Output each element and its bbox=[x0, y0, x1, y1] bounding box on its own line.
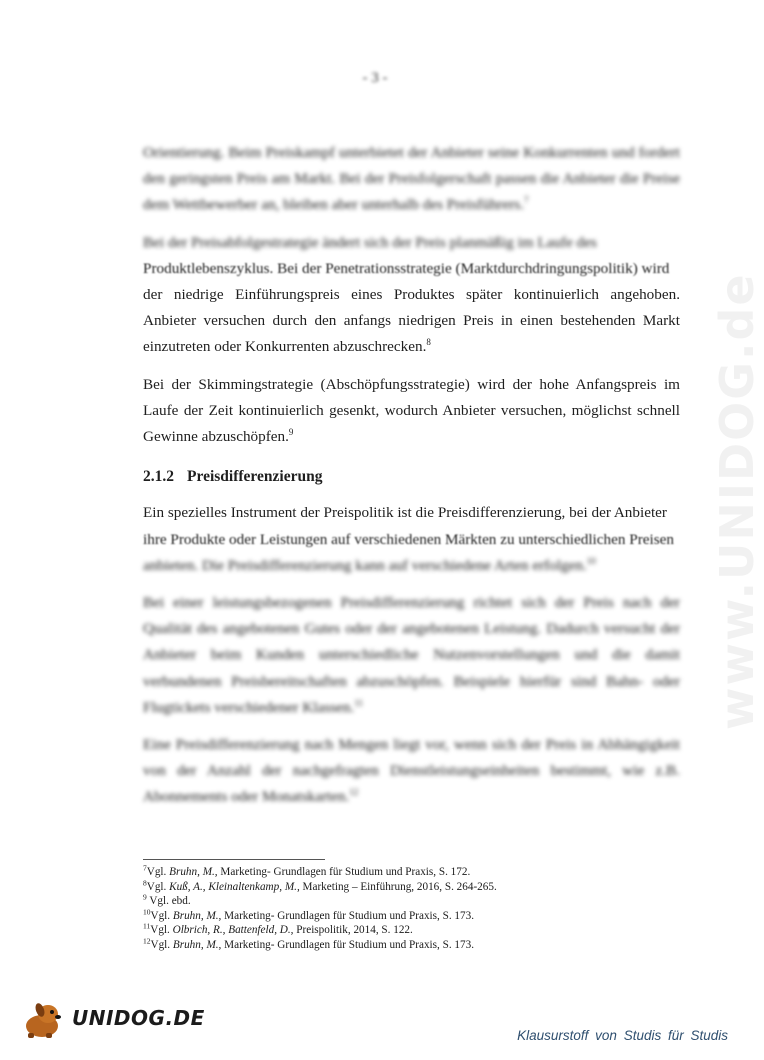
dog-mascot-icon bbox=[18, 1000, 70, 1040]
footnote-item: $^7$Vgl. Bruhn, M., Marketing- Grundlagen für Studium und Praxis, S. 172. bbox=[143, 863, 471, 878]
paragraph-5: Bei einer leistungsbezogenen Preisdifferenzierung richtet sich der Preis nach der Qualität des angebotenen Gutes oder der angebotenen Leistung. Dadurch versucht der Anbieter beim Kunden unterschiedliche Nutzenvorstellungen und die damit verbundenen Preisbereitschaften abzuschöpfen. Beispiele hierfür sind Bahn- oder Flugtickets verschiedener Klassen.$^{11}$ bbox=[143, 594, 680, 716]
footnote-ref: 11 bbox=[354, 697, 363, 708]
footnote-ref: 9 bbox=[288, 426, 294, 437]
paragraph-1: Orientierung. Beim Preiskampf unterbietet der Anbieter seine Konkurrenten und fordert den geringsten Preis am Markt. Bei der Preisfolgerschaft passen die Anbieter die Preise dem Wettbewerber an, bleiben aber unterhalb des Preisführers.$^7$ bbox=[143, 144, 680, 214]
footnote-ref: 10 bbox=[586, 555, 596, 566]
page-number: - 3 - bbox=[362, 70, 388, 86]
section-heading bbox=[143, 464, 680, 490]
paragraph-2: Bei der Preisabfolgestrategie ändert sich der Preis planmäßig im Laufe des Produktlebenszyklus. Bei der Penetrationsstrategie (Marktdurchdringungspolitik) wird der niedrige Einführungspreis eines Produktes später kontinuierlich angehoben. Anbieter versuchen durch den anfangs niedrigen Preis in einen bestehenden Markt einzutreten oder Konkurrenten abzuschrecken.$^8$ bbox=[143, 233, 680, 356]
paragraph-3: Bei der Skimmingstrategie (Abschöpfungsstrategie) wird der hohe Anfangspreis im Laufe der Zeit kontinuierlich gesenkt, wodurch Anbieter versuchen, möglichst schnell Gewinne abzuschöpfen.$^9$ bbox=[143, 375, 680, 446]
unidog-logo[interactable] bbox=[18, 1000, 205, 1040]
logo-text: UNIDOG.DE bbox=[72, 1006, 205, 1030]
section-number: 2.1.2 bbox=[143, 468, 174, 486]
footnote-item: $^{11}$Vgl. Olbrich, R., Battenfeld, D., Preispolitik, 2014, S. 122. bbox=[143, 921, 413, 937]
section-title: Preisdifferenzierung bbox=[187, 468, 323, 486]
footnotes bbox=[143, 865, 683, 953]
footnote-item: $^{10}$Vgl. Bruhn, M., Marketing- Grundlagen für Studium und Praxis, S. 173. bbox=[143, 907, 474, 922]
footnote-ref: 12 bbox=[349, 787, 359, 798]
paragraph-6: Eine Preisdifferenzierung nach Mengen liegt vor, wenn sich der Preis in Abhängigkeit von der Anzahl der nachgefragten Dienstleistungseinheiten bestimmt, wie z.B. Abonnements oder Monatskarten.$^{12}$ bbox=[143, 736, 680, 806]
footnote-item: $^9$ Vgl. ebd. bbox=[143, 892, 191, 908]
footnote-divider bbox=[143, 859, 325, 860]
footnote-item: $^{12}$Vgl. Bruhn, M., Marketing- Grundlagen für Studium und Praxis, S. 173. bbox=[143, 936, 474, 951]
footer-tagline: Klausurstoff von Studis für Studis bbox=[517, 1028, 728, 1043]
paragraph-4: Ein spezielles Instrument der Preispolitik ist die Preisdifferenzierung, bei der Anbieter ihre Produkte oder Leistungen auf verschiedenen Märkten zu unterschiedlichen Preisen anbieten. Die Preisdifferenzierung kann auf verschiedene Arten erfolgen.$^{10}$ bbox=[143, 504, 674, 574]
footnote-ref: 8 bbox=[426, 337, 431, 348]
footnote-item: $^8$Vgl. Kuß, A., Kleinaltenkamp, M., Marketing – Einführung, 2016, S. 264-265. bbox=[143, 877, 497, 893]
footnote-ref: 7 bbox=[524, 195, 529, 206]
watermark-text: www.UNIDOG.de bbox=[710, 272, 764, 730]
document-body bbox=[143, 140, 680, 822]
